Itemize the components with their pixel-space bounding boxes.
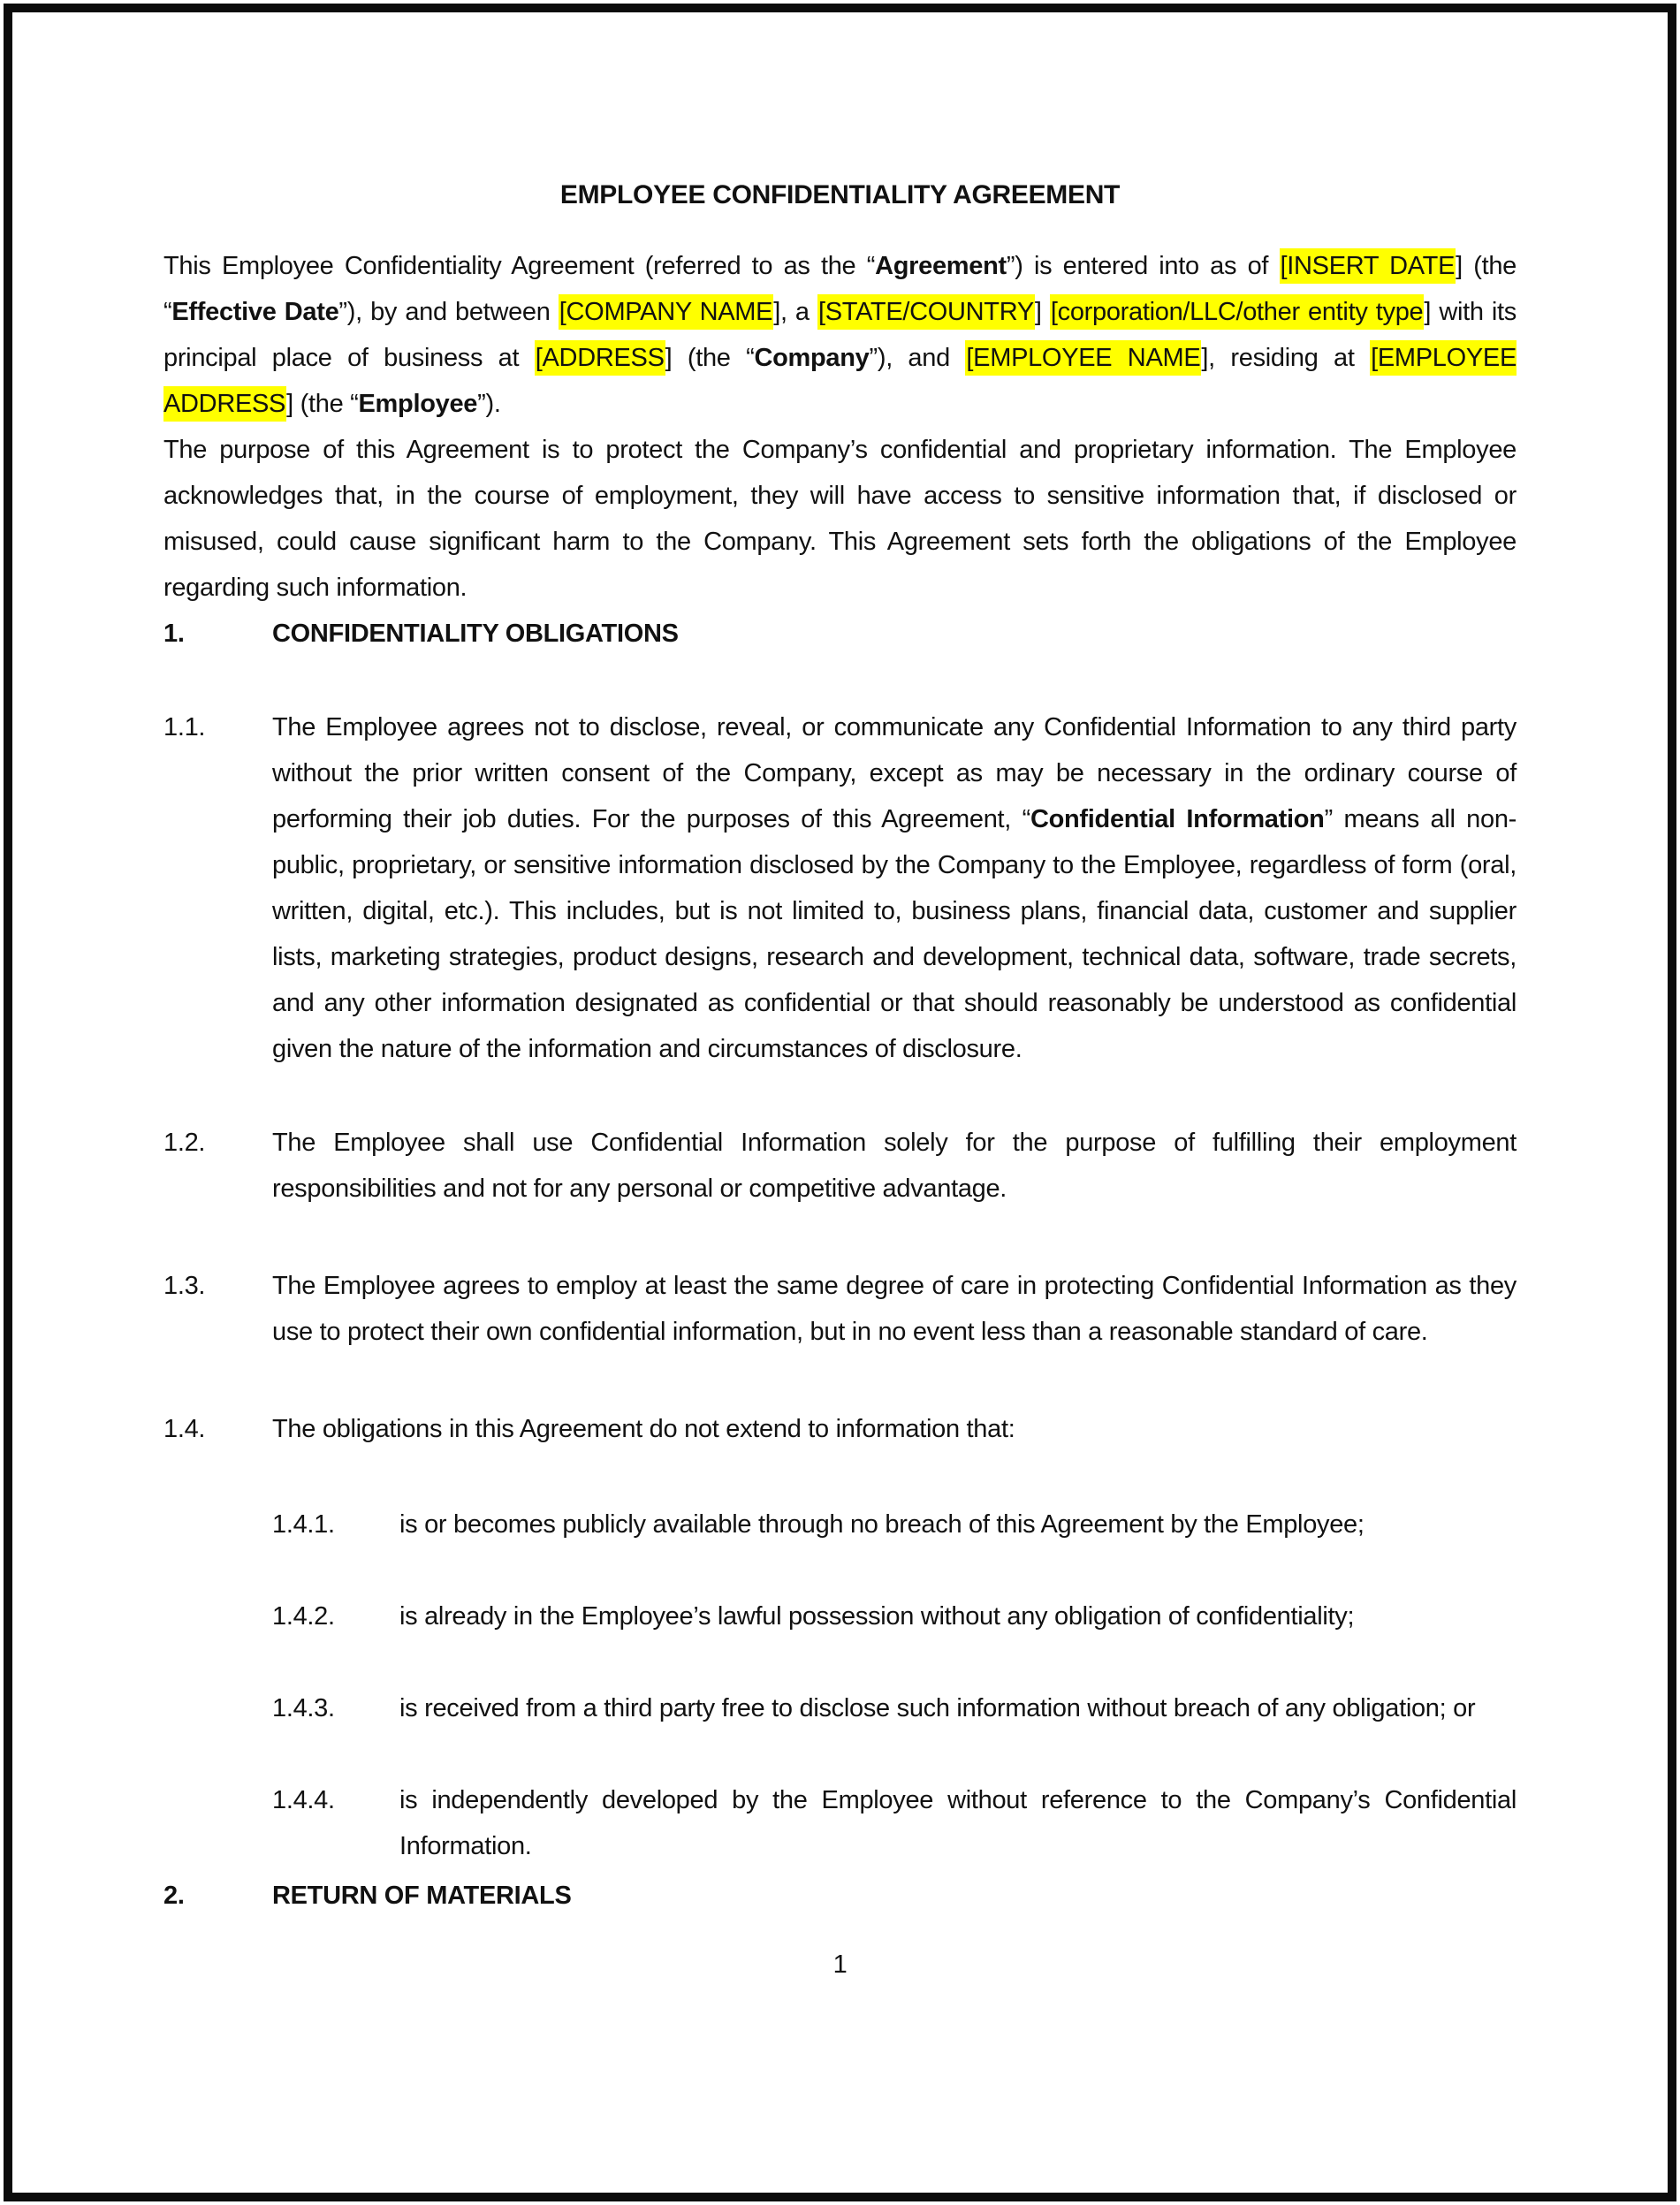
document-content [163, 12, 1517, 2193]
highlighted-placeholder: [corporation/LLC/other entity type [1050, 294, 1425, 330]
document-page-border [4, 4, 1676, 2201]
clause-1-4-4 [163, 1777, 1517, 1869]
clause-1-4-1-text: is or becomes publicly available through no breach of this Agreement by the Employee; [399, 1510, 1365, 1539]
clause-1-2-text: The Employee shall use Confidential Information solely for the purpose of fulfilling their employment responsibilities and not for any personal or competitive advantage. [272, 1129, 1517, 1203]
clause-1-4-3-number: 1.4.3. [272, 1694, 335, 1722]
highlighted-placeholder: [INSERT DATE [1280, 248, 1456, 284]
clause-1-4-2 [163, 1593, 1517, 1639]
clause-1-3-number: 1.3. [163, 1272, 206, 1300]
highlighted-placeholder: [ADDRESS [535, 340, 665, 376]
clause-1-2 [163, 1120, 1517, 1212]
clause-1-4-2-number: 1.4.2. [272, 1602, 335, 1631]
clause-1-4-1-number: 1.4.1. [272, 1510, 335, 1539]
section-1-number: 1. [163, 620, 185, 648]
document-title: EMPLOYEE CONFIDENTIALITY AGREEMENT [559, 180, 1121, 209]
highlighted-placeholder: [EMPLOYEE NAME [965, 340, 1201, 376]
clause-1-4-1 [163, 1502, 1517, 1547]
clause-1-3 [163, 1263, 1517, 1355]
clause-1-4-4-text: is independently developed by the Employee without reference to the Company’s Confidential Information. [399, 1786, 1517, 1860]
clause-1-4-number: 1.4. [163, 1415, 206, 1443]
clause-1-4-3 [163, 1685, 1517, 1731]
intro-paragraph: This Employee Confidentiality Agreement (referred to as the “Agreement”) is entered into as of [INSERT DATE] (the “Effective Date”), by and between [COMPANY NAME], a [STATE/COUNTRY] [corporation/LLC/other entity type] with its principal place of business at [ADDRESS] (the “Company”), and [EMPLOYEE NAME], residing at [EMPLOYEE ADDRESS] (the “Employee”). [163, 243, 1517, 427]
highlighted-placeholder: [COMPANY NAME [559, 294, 773, 330]
clause-1-4-text: The obligations in this Agreement do not extend to information that: [272, 1415, 1015, 1443]
clause-1-4 [163, 1406, 1517, 1452]
purpose-paragraph: The purpose of this Agreement is to protect the Company’s confidential and proprietary information. The Employee acknowledges that, in the course of employment, they will have access to sensitive information that, if disclosed or misused, could cause significant harm to the Company. This Agreement sets forth the obligations of the Employee regarding such information. [163, 436, 1517, 602]
clause-1-4-4-number: 1.4.4. [272, 1786, 335, 1814]
highlighted-placeholder: [EMPLOYEE ADDRESS [163, 340, 1517, 422]
clause-1-2-number: 1.2. [163, 1129, 206, 1157]
clause-1-1 [163, 704, 1517, 1072]
page-number: 1 [832, 1950, 848, 1979]
clause-1-4-3-text: is received from a third party free to disclose such information without breach of any obligation; or [399, 1694, 1476, 1722]
clause-1-3-text: The Employee agrees to employ at least the same degree of care in protecting Confidential Information as they use to protect their own confidential information, but in no event less than a reasonable standard of care. [272, 1272, 1517, 1346]
clause-1-1-number: 1.1. [163, 713, 206, 741]
highlighted-placeholder: [STATE/COUNTRY [817, 294, 1035, 330]
section-2-title: RETURN OF MATERIALS [272, 1882, 572, 1910]
section-2-number: 2. [163, 1882, 185, 1910]
section-1-title: CONFIDENTIALITY OBLIGATIONS [272, 620, 679, 648]
section-2-heading [163, 1873, 1517, 1919]
section-1-heading [163, 611, 1517, 657]
clause-1-1-text: The Employee agrees not to disclose, reveal, or communicate any Confidential Information to any third party without the prior written consent of the Company, except as may be necessary in the ordinary course of performing their job duties. For the purposes of this Agreement, “Confidential Information” means all non-public, proprietary, or sensitive information disclosed by the Company to the Employee, regardless of form (oral, written, digital, etc.). This includes, but is not limited to, business plans, financial data, customer and supplier lists, marketing strategies, product designs, research and development, technical data, software, trade secrets, and any other information designated as confidential or that should reasonably be understood as confidential given the nature of the information and circumstances of disclosure. [272, 713, 1517, 1063]
clause-1-4-2-text: is already in the Employee’s lawful possession without any obligation of confidentiality; [399, 1602, 1355, 1631]
